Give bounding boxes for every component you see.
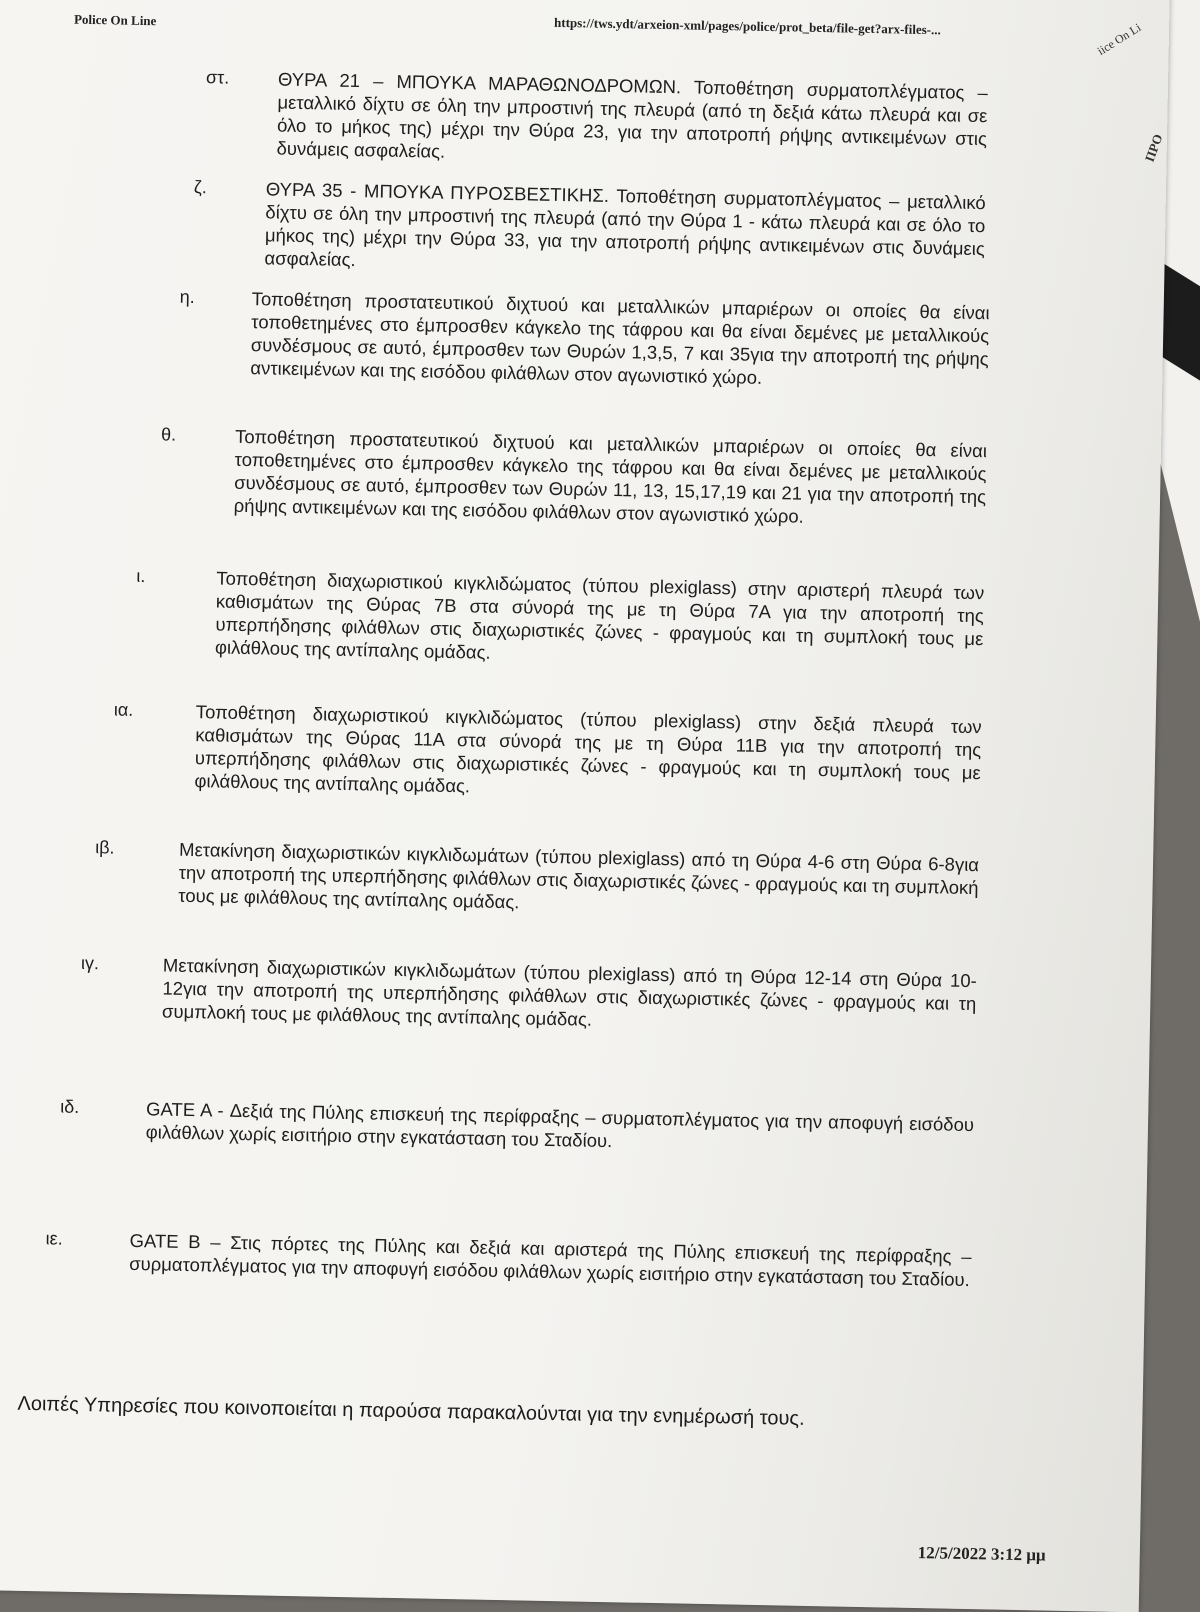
item-marker: ιε. [45, 1228, 63, 1249]
list-item [113, 699, 982, 807]
item-text: GATE B – Στις πόρτες της Πύλης και δεξιά και αριστερά της Πύλης επισκευή της περίφραξης – συρματοπλέγματος για την αποφυγή εισόδου φιλάθλων χωρίς εισιτήριο στην εγκατάσταση του Σταδίου. [128, 1229, 972, 1291]
closing-text: Λοιπές Υπηρεσίες που κοινοποιείται η παρούσα παρακαλούνται για την ενημέρωσή τους. [17, 1392, 805, 1430]
item-text: Τοποθέτηση προστατευτικού διχτυού και μεταλλικών μπαριέρων οι οποίες θα είναι τοποθετημένες στο έμπροσθεν κάγκελο της τάφρου και θα είναι δεμένες με μεταλλικούς συνδέσμους σε αυτό, έμπροσθεν των Θυρών 1,3,5, 7 και 35για την αποτροπή της ρήψης αντικειμένων και της εισόδου φιλάθλων στον αγωνιστικό χώρο. [250, 288, 990, 388]
list-item [160, 424, 988, 531]
list-item [205, 67, 989, 174]
item-marker: θ. [160, 424, 177, 445]
item-marker: ζ. [193, 176, 207, 198]
item-marker: ιβ. [94, 837, 115, 858]
print-header [73, 11, 1009, 38]
item-text: GATE A - Δεξιά της Πύλης επισκευή της περίφραξης – συρματοπλέγματος για την αποφυγή εισόδου φιλάθλων χωρίς εισιτήριο στην εγκατάσταση του Σταδίου. [145, 1098, 975, 1152]
item-text: Τοποθέτηση διαχωριστικού κιγκλιδώματος (τύπου plexiglass) στην αριστερή πλευρά των καθισμάτων της Θύρας 7Β στα σύνορά της με τη Θύρα 7Α για την αποτροπή της υπερπήδησης φιλάθλων στις διαχωριστικές ζώνες - φραγμούς και τη συμπλοκή τους με φιλάθλους της αντίπαλης ομάδας. [214, 567, 985, 663]
list-item [60, 1096, 975, 1159]
item-marker: ιδ. [60, 1096, 80, 1117]
item-marker: στ. [205, 67, 230, 88]
other-page-heading: ΠΡΟ [1141, 132, 1166, 164]
item-text: Τοποθέτηση διαχωριστικού κιγκλιδώματος (τύπου plexiglass) στην δεξιά πλευρά των καθισμάτων της Θύρας 11Α στα σύνορά της με τη Θύρα 11Β για την αποτροπή της υπερπήδησης φιλάθλων στις διαχωριστικές ζώνες - φραγμούς και τη συμπλοκή τους με φιλάθλους της αντίπαλης ομάδας. [194, 701, 982, 797]
item-marker: ι. [136, 565, 146, 587]
item-marker: η. [179, 286, 195, 307]
list-item [45, 1228, 972, 1291]
item-text: Μετακίνηση διαχωριστικών κιγκλιδωμάτων (τύπου plexiglass) από τη Θύρα 4-6 στη Θύρα 6-8για την αποτροπή της υπερπήδησης φιλάθλων στις διαχωριστικές ζώνες - φραγμούς και τη συμπλοκή τους με φιλάθλους της αντίπαλης ομάδας. [178, 838, 980, 913]
other-page-header: iice On Li [1094, 20, 1144, 58]
list-item [193, 176, 986, 283]
item-marker: ιγ. [80, 952, 100, 974]
header-site-name: Police On Line [73, 11, 157, 29]
item-marker: ια. [113, 699, 134, 720]
list-item [94, 837, 980, 922]
item-text: Μετακίνηση διαχωριστικών κιγκλιδωμάτων (τύπου plexiglass) από τη Θύρα 12-14 στη Θύρα 10-12για την αποτροπή της υπερπήδησης φιλάθλων στις διαχωριστικές ζώνες - φραγμούς και τη συμπλοκή τους με φιλάθλους της αντίπαλης ομάδας. [161, 954, 977, 1030]
closing-paragraph [17, 1393, 1007, 1435]
list-item [179, 286, 990, 393]
print-timestamp: 12/5/2022 3:12 μμ [917, 1543, 1046, 1565]
item-text: ΘΥΡΑ 21 – ΜΠΟΥΚΑ ΜΑΡΑΘΩΝΟΔΡΟΜΩΝ. Τοποθέτηση συρματοπλέγματος – μεταλλικό δίχτυ σε όλη την μπροστινή της πλευρά (από τη δεξιά κάτω πλευρά και σε όλο το μήκος της) μέχρι την Θύρα 23, για την αποτροπή ρήψης αντικειμένων στις δυνάμεις ασφαλείας. [276, 68, 989, 162]
item-text: Τοποθέτηση προστατευτικού διχτυού και μεταλλικών μπαριέρων οι οποίες θα είναι τοποθετημένες στο έμπροσθεν κάγκελο της τάφρου και θα είναι δεμένες με μεταλλικούς συνδέσμους σε αυτό, έμπροσθεν των Θυρών 11, 13, 15,17,19 και 21 για την αποτροπή της ρήψης αντικειμένων και της εισόδου φιλάθλων στον αγωνιστικό χώρο. [233, 425, 988, 527]
header-url: https://tws.ydt/arxeion-xml/pages/police/prot_beta/file-get?arx-files-... [553, 14, 941, 38]
item-text: ΘΥΡΑ 35 - ΜΠΟΥΚΑ ΠΥΡΟΣΒΕΣΤΙΚΗΣ. Τοποθέτηση συρματοπλέγματος – μεταλλικό δίχτυ σε όλη την μπροστινή της πλευρά (από την Θύρα 1 - κάτω πλευρά και σε όλο το μήκος της) μέχρι την Θύρα 33, για την αποτροπή ρήψης αντικειμένων στις δυνάμεις ασφαλείας. [264, 178, 986, 271]
list-item [80, 952, 977, 1039]
list-item [136, 565, 985, 673]
